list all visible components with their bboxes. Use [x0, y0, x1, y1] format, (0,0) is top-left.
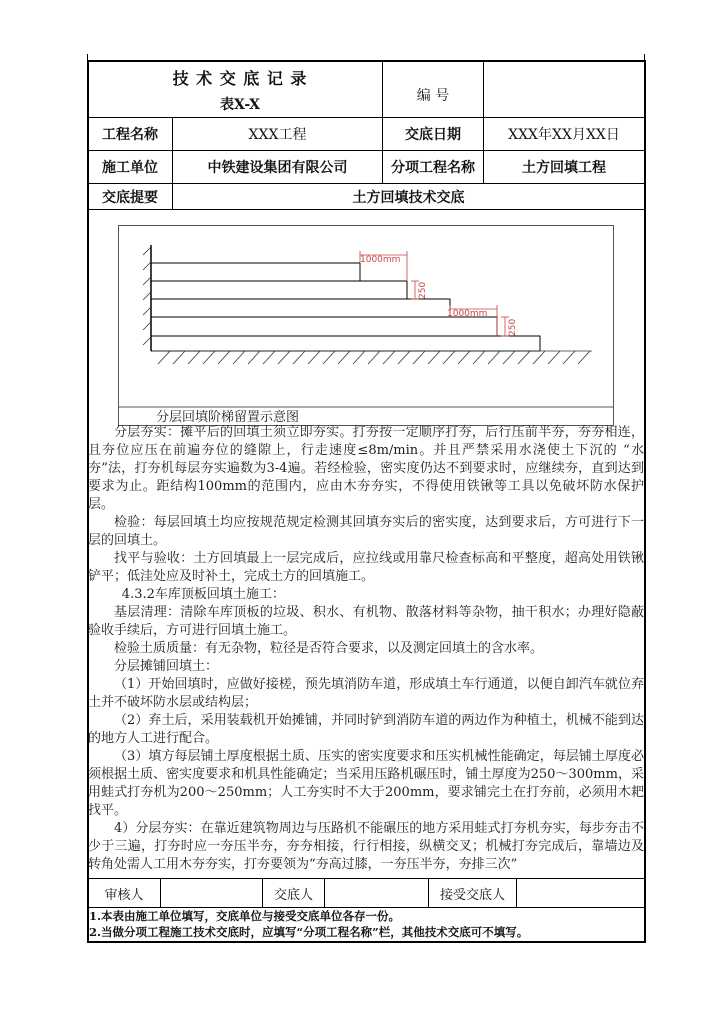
note-1: 1.本表由施工单位填写，交底单位与接受交底单位各存一份。: [89, 909, 401, 923]
dim-width-label-2: 1000mm: [447, 309, 488, 319]
project-name-value: XXX工程: [248, 127, 307, 143]
summary-value: 土方回填技术交底: [352, 189, 465, 206]
date-value: XXX年XX月XX日: [508, 127, 620, 143]
paragraph: 检验土质质量：有无杂物，粒径是否符合要求，以及测定回填土的含水率。: [114, 641, 544, 656]
reviewer-signature[interactable]: [161, 879, 262, 907]
paragraph: 分层摊铺回填土：: [114, 659, 219, 674]
reviewer-label: 审核人: [104, 887, 144, 903]
paragraph: （2）弃土后，采用装载机开始摊铺，并同时铲到消防车道的两边作为种植土，机械不能到达的地方人工进行配合。: [88, 713, 644, 746]
diagram-caption: 分层回填阶梯留置示意图: [156, 409, 300, 424]
subitem-value: 土方回填工程: [522, 160, 606, 176]
paragraph: 4.3.2车库顶板回填土施工：: [121, 587, 285, 602]
paragraph: 基层清理：清除车库顶板的垃圾、积水、有机物、散落材料等杂物，抽干积水；办理好隐蔽验收手续后，方可进行回填土施工。: [88, 605, 644, 638]
document-title: 技 术 交 底 记 录: [172, 69, 308, 88]
paragraph: （3）填方每层铺土厚度根据土质、压实的密实度要求和压实机械性能确定，每层铺土厚度必须根据土质、密实度要求和机具性能确定；当采用压路机碾压时，铺土厚度为250～300mm，采用蛙式打夯机为200～250mm；人工夯实时不大于200mm，要求铺完土在打夯前，必须用木耙找平。: [88, 749, 644, 818]
number-label: 编 号: [416, 88, 450, 104]
receiver-label: 接受交底人: [439, 887, 505, 903]
dim-height-label-1: 250: [418, 281, 428, 299]
project-name-label: 工程名称: [102, 127, 158, 143]
footnotes: [89, 908, 528, 940]
disclosure-body: [88, 424, 644, 874]
paragraph: 检验：每层回填土均应按规范规定检测其回填夯实后的密实度，达到要求后，方可进行下一层的回填土。: [88, 515, 644, 548]
note-2: 2.当做分项工程施工技术交底时，应填写“分项工程名称”栏，其他技术交底可不填写。: [89, 925, 529, 939]
discloser-label: 交底人: [273, 887, 313, 903]
unit-label: 施工单位: [102, 160, 158, 176]
dim-height-label-2: 250: [508, 318, 518, 336]
dim-width-label-1: 1000mm: [360, 255, 401, 265]
paragraph: 4）分层夯实：在靠近建筑物周边与压路机不能碾压的地方采用蛙式打夯机夯实，每步夯击不少于三遍，打夯时应一夯压半夯，夯夯相接，行行相接，纵横交叉；机械打夯完成后，靠墙边及转角处需人工用木夯夯实，打夯要领为“夯高过膝，一夯压半夯，夯排三次”: [88, 821, 644, 872]
paragraph: 找平与验收：土方回填最上一层完成后，应拉线或用靠尺检查标高和平整度，超高处用铁锹铲平；低洼处应及时补土，完成土方的回填施工。: [88, 551, 644, 584]
receiver-signature[interactable]: [517, 879, 644, 907]
unit-value: 中铁建设集团有限公司: [207, 160, 348, 176]
number-value[interactable]: [485, 70, 643, 110]
stepped-backfill-diagram: [118, 225, 614, 427]
summary-label: 交底提要: [102, 189, 158, 206]
discloser-signature[interactable]: [325, 879, 428, 907]
subitem-label: 分项工程名称: [391, 160, 475, 176]
paragraph: 分层夯实：摊平后的回填土须立即夯实。打夯按一定顺序打夯，后行压前半夯，夯夯相连，且夯位应压在前遍夯位的缝隙上，行走速度≤8m/min。并且严禁采用水浇使土下沉的 “水夯”法，打夯机每层夯实遍数为3-4遍。若经检验，密实度仍达不到要求时，应继续夯，直到达到要求为止。距结构100mm的范围内，应由木夯夯实，不得使用铁锹等工具以免破坏防水保护层。: [88, 425, 644, 512]
table-number: 表X-X: [219, 97, 261, 113]
paragraph: （1）开始回填时，应做好接槎，预先填消防车道，形成填土车行通道，以便自卸汽车就位弃土并不破坏防水层或结构层；: [88, 677, 644, 710]
date-label: 交底日期: [405, 127, 461, 143]
